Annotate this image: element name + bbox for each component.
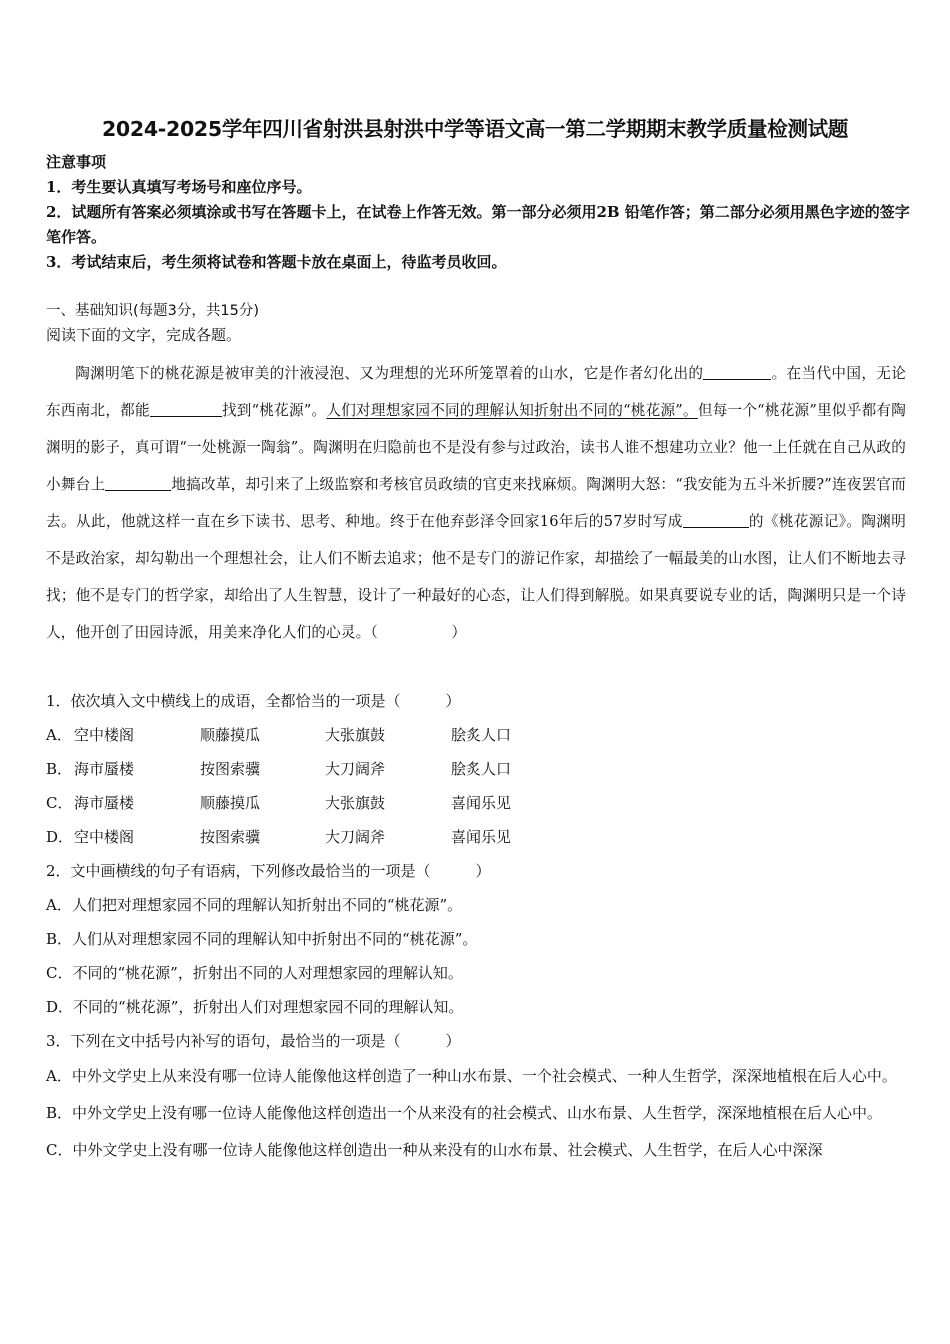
- question-2-stem: 2．文中画横线的句子有语病，下列修改最恰当的一项是（ ）: [46, 862, 491, 880]
- notes-block: [46, 150, 910, 275]
- question-3-option: C．中外文学史上没有哪一位诗人能像他这样创造出一种从来没有的山水布景、社会模式、人生哲学，在后人心中深深: [46, 1141, 823, 1159]
- option-word: 喜闻乐见: [451, 794, 512, 812]
- option-label: B．: [46, 760, 73, 778]
- option-word: 大张旗鼓: [325, 794, 386, 812]
- note-item: 2．试题所有答案必须填涂或书写在答题卡上，在试卷上作答无效。第一部分必须用2B 铅笔作答；第二部分必须用黑色字迹的签字笔作答。: [46, 203, 910, 246]
- passage-text: 。在当代中国，无论东西南北，都能: [46, 365, 906, 419]
- option-word: 按图索骥: [200, 828, 261, 846]
- option-word: 顺藤摸瓜: [200, 794, 261, 812]
- option-word: 按图索骥: [200, 760, 261, 778]
- question-1-option-a: [46, 718, 908, 752]
- question-2-option: A．人们把对理想家园不同的理解认知折射出不同的“桃花源”。: [46, 896, 463, 914]
- option-label: A．: [46, 726, 72, 744]
- option-word: 大刀阔斧: [325, 828, 386, 846]
- option-word: 脍炙人口: [451, 760, 512, 778]
- answer-blank: [105, 475, 171, 491]
- question-2-option: D．不同的“桃花源”，折射出人们对理想家园不同的理解认知。: [46, 998, 464, 1016]
- option-word: 大张旗鼓: [325, 726, 386, 744]
- section-instruction: 阅读下面的文字，完成各题。: [46, 326, 242, 344]
- answer-blank: [683, 512, 749, 528]
- section-header: [46, 299, 910, 347]
- question-3-option: B．中外文学史上没有哪一位诗人能像他这样创造出一个从来没有的社会模式、山水布景、人生哲学，深深地植根在后人心中。: [46, 1104, 883, 1122]
- underlined-sentence: 人们对理想家园不同的理解认知折射出不同的“桃花源”。: [326, 402, 698, 419]
- questions: [46, 684, 908, 1169]
- answer-blank: [150, 401, 222, 417]
- page-title: 2024-2025学年四川省射洪县射洪中学等语文高一第二学期期末教学质量检测试题: [101, 117, 849, 141]
- reading-passage: [46, 355, 906, 651]
- question-3-stem: 3．下列在文中括号内补写的语句，最恰当的一项是（ ）: [46, 1032, 461, 1050]
- option-word: 空中楼阁: [74, 828, 135, 846]
- question-3-option: A．中外文学史上从来没有哪一位诗人能像他这样创造了一种山水布景、一个社会模式、一种人生哲学，深深地植根在后人心中。: [46, 1067, 897, 1085]
- question-2-option: B．人们从对理想家园不同的理解认知中折射出不同的“桃花源”。: [46, 930, 478, 948]
- passage-text: 找到“桃花源”。: [221, 402, 327, 419]
- passage-text: 陶渊明笔下的桃花源是被审美的汁液浸泡、又为理想的光环所笼罩着的山水，它是作者幻化出的: [75, 365, 704, 382]
- question-1-stem: 1．依次填入文中横线上的成语，全都恰当的一项是（ ）: [46, 692, 461, 710]
- passage-text: 但每一个“桃花源”里似乎都有陶渊明的影子，真可谓“一处桃源一陶翁”。陶渊明在归隐前也不是没有参与过政治，读书人谁不想建功立业？他一上任就在自己从政的小舞台上: [46, 402, 906, 493]
- notes-heading: 注意事项: [46, 153, 107, 171]
- option-word: 顺藤摸瓜: [200, 726, 261, 744]
- option-label: D．: [46, 828, 74, 846]
- section-heading: 一、基础知识(每题3分，共15分): [46, 303, 259, 319]
- option-label: C．: [46, 794, 73, 812]
- option-word: 海市蜃楼: [74, 794, 135, 812]
- option-word: 空中楼阁: [74, 726, 135, 744]
- note-item: 3．考试结束后，考生须将试卷和答题卡放在桌面上，待监考员收回。: [46, 253, 507, 271]
- question-1-option-b: [46, 752, 908, 786]
- option-word: 大刀阔斧: [325, 760, 386, 778]
- question-1-option-c: [46, 786, 908, 820]
- option-word: 喜闻乐见: [451, 828, 512, 846]
- passage-text: 地搞改革，却引来了上级监察和考核官员政绩的官吏来找麻烦。陶渊明大怒：“我安能为五斗米折腰?”连夜罢官而去。从此，他就这样一直在乡下读书、思考、种地。终于在他弃彭泽令回家16年后的57岁时写成: [46, 476, 906, 530]
- option-word: 脍炙人口: [451, 726, 512, 744]
- note-item: 1．考生要认真填写考场号和座位序号。: [46, 178, 312, 196]
- option-word: 海市蜃楼: [74, 760, 135, 778]
- question-1-option-d: [46, 820, 908, 854]
- passage-text: 的《桃花源记》。陶渊明不是政治家，却勾勒出一个理想社会，让人们不断去追求；他不是专门的游记作家，却描绘了一幅最美的山水图，让人们不断地去寻找；他不是专门的哲学家，却给出了人生智慧，设计了一种最好的心态，让人们得到解脱。如果真要说专业的话，陶渊明只是一个诗人，他开创了田园诗派，用美来净化人们的心灵。（ ）: [46, 513, 906, 641]
- answer-blank: [703, 364, 771, 380]
- question-2-option: C．不同的“桃花源”，折射出不同的人对理想家园的理解认知。: [46, 964, 463, 982]
